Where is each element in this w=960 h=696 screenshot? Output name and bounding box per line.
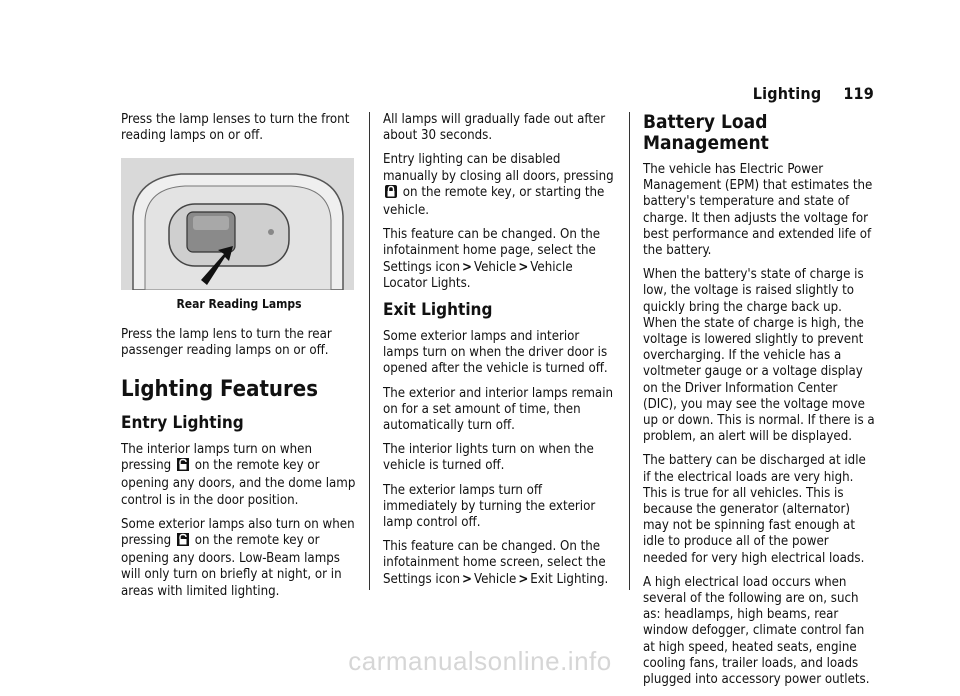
text-run: on the remote key or opening any doors. Low-Beam lamps will only turn on briefly at night, or in areas with limited lighting. xyxy=(121,533,342,599)
text-run: on the remote key or opening any doors, and the dome lamp control is in the door position. xyxy=(121,458,356,508)
page-header xyxy=(753,84,874,103)
rear-reading-lamp-illustration xyxy=(121,158,354,290)
lock-key-icon xyxy=(385,185,397,203)
column-right xyxy=(643,112,875,696)
column-left xyxy=(121,112,357,608)
chevron-right-icon: > xyxy=(518,259,529,275)
text-run: Vehicle xyxy=(474,259,517,275)
paragraph: The exterior lamps turn off immediately by turning the exterior lamp control off. xyxy=(383,482,596,531)
text-run: Vehicle Locator Lights. xyxy=(383,259,573,291)
paragraph: A high electrical load occurs when several of the following are on, such as: headlamps, high beams, rear window defogger, climate control fan at high speed, heated seats, engine cooling fans, trailer loads, and loads plugged into accessory power outlets. xyxy=(643,574,870,688)
unlock-key-icon xyxy=(177,458,189,476)
paragraph: All lamps will gradually fade out after about 30 seconds. xyxy=(383,112,606,144)
text-run: Exit Lighting. xyxy=(530,571,609,587)
text-run: on the remote key, or starting the vehicle. xyxy=(383,184,605,219)
heading-entry-lighting: Entry Lighting xyxy=(121,413,244,434)
heading-exit-lighting: Exit Lighting xyxy=(383,300,493,321)
paragraph xyxy=(383,539,617,588)
text-run: This feature can be changed. On the infotainment home page, select the Settings icon xyxy=(383,227,601,275)
figure-caption: Rear Reading Lamps xyxy=(176,297,302,312)
text-run: Vehicle xyxy=(474,571,517,587)
text-run: Some exterior lamps also turn on when pressing xyxy=(121,516,355,549)
paragraph: The vehicle has Electric Power Management (EPM) that estimates the battery's temperature and state of charge. It then adjusts the voltage for best performance and extended life of the battery. xyxy=(643,162,873,259)
section-title: Lighting xyxy=(752,84,822,103)
paragraph: Press the lamp lens to turn the rear passenger reading lamps on or off. xyxy=(121,326,332,358)
heading-lighting-features: Lighting Features xyxy=(121,377,318,403)
paragraph xyxy=(383,227,617,292)
rear-reading-lamps-figure xyxy=(121,158,354,290)
paragraph: When the battery's state of charge is low, the voltage is raised slightly to quickly bring the charge back up. When the state of charge is high, the voltage is lowered slightly to prevent overcharging. If the vehicle has a voltmeter gauge or a voltage display on the Driver Information Center (DIC), you may see the voltage move up or down. This is normal. If there is a problem, an alert will be displayed. xyxy=(643,267,875,445)
unlock-key-icon xyxy=(177,533,189,551)
paragraph xyxy=(121,517,357,600)
chevron-right-icon: > xyxy=(518,571,529,587)
paragraph xyxy=(383,152,617,219)
text-run: This feature can be changed. On the infotainment home screen, select the Settings icon xyxy=(383,539,606,587)
column-divider xyxy=(369,112,370,590)
paragraph: The interior lights turn on when the vehicle is turned off. xyxy=(383,442,594,474)
page-number: 119 xyxy=(843,84,874,103)
paragraph: The battery can be discharged at idle if the electrical loads are very high. This is true for all vehicles. This is because the generator (alternator) may not be spinning fast enough at idle to produce all of the power needed for very high electrical loads. xyxy=(643,453,866,566)
paragraph: The exterior and interior lamps remain on for a set amount of time, then automatically turn off. xyxy=(383,385,614,434)
watermark: carmanualsonline.info xyxy=(348,646,612,676)
paragraph: Some exterior lamps and interior lamps turn on when the driver door is opened after the vehicle is turned off. xyxy=(383,329,608,377)
paragraph: Press the lamp lenses to turn the front reading lamps on or off. xyxy=(121,112,350,144)
column-middle xyxy=(383,112,617,596)
heading-battery-load-management: Battery Load Management xyxy=(643,111,769,154)
text-run: Entry lighting can be disabled manually by closing all doors, pressing xyxy=(383,152,614,184)
chevron-right-icon: > xyxy=(462,571,472,587)
paragraph xyxy=(121,442,357,509)
column-divider xyxy=(629,112,630,590)
chevron-right-icon: > xyxy=(462,259,472,275)
text-run: The interior lamps turn on when pressing xyxy=(121,442,312,474)
